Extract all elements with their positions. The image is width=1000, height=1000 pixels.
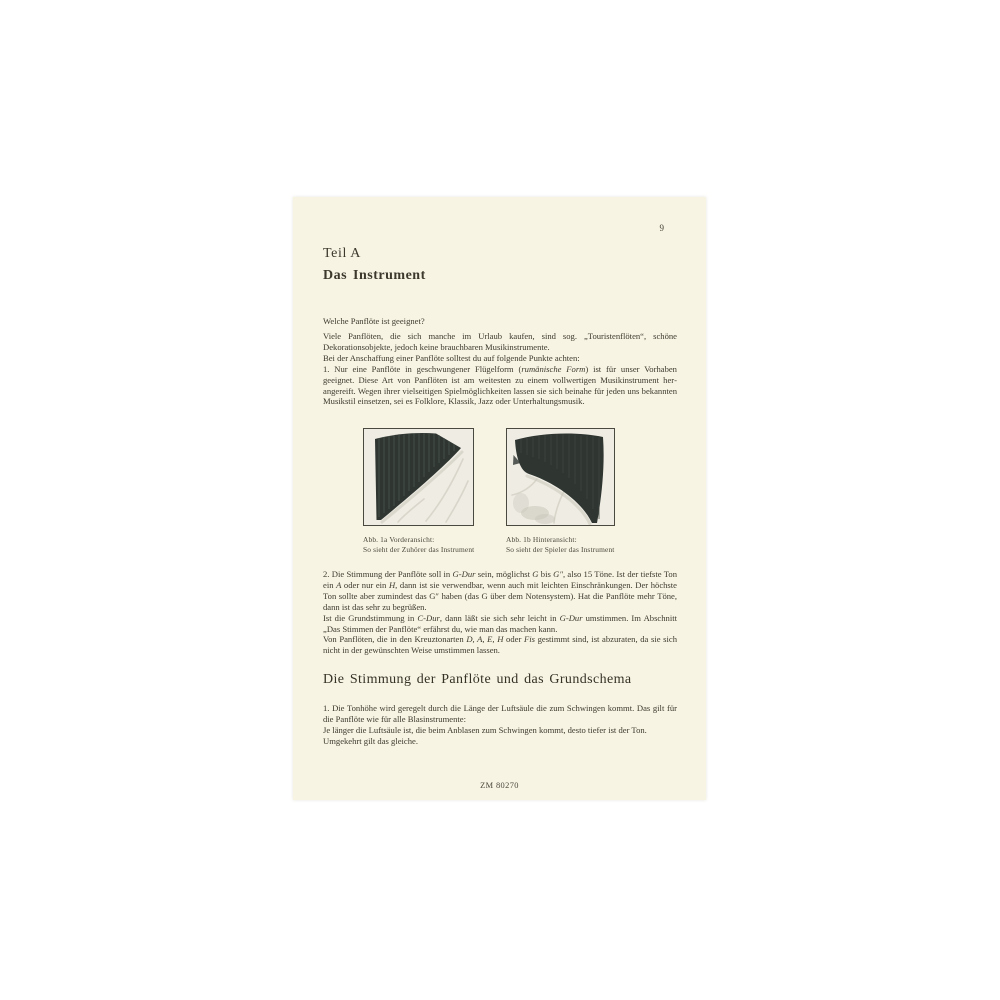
page-number: 9 — [659, 223, 664, 233]
caption-line: Abb. 1a Vorderansicht: — [363, 535, 435, 544]
intro-copy — [323, 331, 677, 407]
figure-1b-photo — [506, 428, 615, 526]
figure-1b — [506, 428, 615, 554]
paragraph: 1. Die Tonhöhe wird geregelt durch die Länge der Luftsäule die zum Schwingen kommt. Das gilt für die Panflöte wie für alle Blasinstrumente: — [323, 703, 677, 724]
paragraph: Bei der Anschaffung einer Panflöte solltest du auf folgende Punkte achten: — [323, 352, 580, 363]
caption-line: Abb. 1b Hinteransicht: — [506, 535, 577, 544]
paragraph: Umgekehrt gilt das gleiche. — [323, 735, 418, 746]
section-heading: Die Stimmung der Panflöte und das Grundschema — [323, 672, 632, 687]
section1-question: Welche Panflöte ist geeignet? — [323, 316, 425, 326]
panflute-rear-illustration — [507, 429, 614, 525]
panflute-front-illustration — [364, 429, 473, 525]
paragraph: 1. Nur eine Panflöte in geschwungener Flügelform (rumänische Form) ist für unser Vorhaben geeignet. Diese Art von Panflöten ist am weitesten zu einem vollwertigen Musikinstrument herangereift. Wegen ihrer vielseitigen Spielmöglichkeiten lassen sie sich beinahe für jeden uns bekannten Musikstil einsetzen, sei es Folklore, Klassik, Jazz oder Unterhaltungsmusik. — [323, 363, 677, 407]
part-label: Teil A — [323, 246, 362, 261]
paragraph: 2. Die Stimmung der Panflöte soll in G-Dur sein, möglichst G bis G″, also 15 Töne. Ist der tiefste Ton ein A oder nur ein H, dann ist sie verwendbar, wenn auch mit leichten Einschränkungen. Der höchste Ton sollte aber zumindest das G″ haben (das G über dem Notensystem). Hat die Panflöte mehr Töne, dann ist das sehr zu begrüßen. — [323, 569, 677, 612]
paragraph: Von Panflöten, die in den Kreuztonarten D, A, E, H oder Fis gestimmt sind, ist abzuraten, da sie sich nicht in der gewünschten Weise umstimmen lassen. — [323, 634, 677, 656]
caption-line: So sieht der Spieler das Instrument — [506, 544, 615, 554]
page-title: Das Instrument — [323, 268, 426, 283]
tuning-copy — [323, 569, 677, 656]
pitch-copy — [323, 703, 677, 747]
paragraph: Je länger die Luftsäule ist, die beim Anblasen zum Schwingen kommt, desto tiefer ist der Ton. — [323, 724, 647, 735]
paragraph: Ist die Grundstimmung in C-Dur, dann läßt sie sich sehr leicht in G-Dur umstimmen. Im Abschnitt „Das Stimmen der Panflöte“ erfährst du, wie man das machen kann. — [323, 612, 677, 634]
paragraph: Viele Panflöten, die sich manche im Urlaub kaufen, sind sog. „Touristenflöten“, schöne Dekorationsobjekte, jedoch keine brauchbaren Musikinstrumente. — [323, 331, 677, 352]
caption-line: So sieht der Zuhörer das Instrument — [363, 544, 475, 554]
figure-1a — [363, 428, 474, 554]
figure-1b-caption — [506, 535, 615, 554]
footer-code: ZM 80270 — [480, 781, 519, 790]
figure-1a-photo — [363, 428, 474, 526]
book-page — [293, 197, 706, 800]
figure-1a-caption — [363, 535, 474, 554]
